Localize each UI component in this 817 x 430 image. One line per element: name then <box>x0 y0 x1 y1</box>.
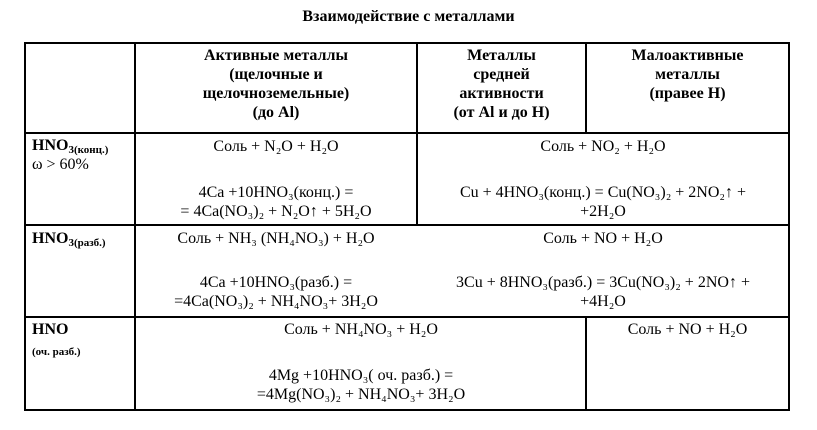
active-summary-2: Соль + NH₃ (NH₄NO₃) + H₂O <box>177 230 375 247</box>
active-summary-3: Соль + NH₄NO₃ + H₂O <box>284 321 438 338</box>
header-low-activity-metals: Малоактивные металлы (правее H) <box>631 47 744 102</box>
table-border-top <box>24 42 790 44</box>
header-medium-metals: Металлы средней активности (от Al и до H) <box>453 47 550 121</box>
row-divider-1 <box>24 224 790 226</box>
active-equation-2: 4Ca +10HNO₃(разб.) = =4Ca(NO₃)₂ + NH₄NO₃+ 3H₂O <box>174 274 378 310</box>
rest-equation-1: Cu + 4HNO₃(конц.) = Cu(NO₃)₂ + 2NO₂↑ + +2H₂O <box>459 184 747 220</box>
row-divider-header <box>24 132 790 134</box>
row-label-concentrated: $HNO_{3(конц.)}$ ω > 60% <box>32 137 109 173</box>
row-divider-2 <box>24 316 790 318</box>
active-equation-1: 4Ca +10HNO₃(конц.) = = 4Ca(NO₃)₂ + N₂O↑ + 5H₂O <box>180 184 372 220</box>
rest-equation-2: 3Cu + 8HNO₃(разб.) = 3Cu(NO₃)₂ + 2NO↑ + +4H₂O <box>456 274 750 310</box>
header-active-metals: Активные металлы (щелочные и щелочноземельные) (до Al) <box>202 47 350 121</box>
rest-summary-3: Соль + NO + H₂O <box>627 321 748 338</box>
table-border-bottom <box>24 409 790 411</box>
active-summary-1: Соль + N₂O + H₂O <box>213 138 339 155</box>
row-label-very-diluted: HNO (оч. разб.) <box>32 321 81 358</box>
rest-summary-2: Соль + NO + H₂O <box>543 230 663 247</box>
table-border-right <box>788 42 790 411</box>
active-equation-3: 4Mg +10HNO₃( оч. разб.) = =4Mg(NO₃)₂ + NH₄NO₃+ 3H₂O <box>256 367 466 403</box>
row-label-diluted: $HNO_{3(разб.)}$ <box>32 230 106 249</box>
rest-summary-1: Соль + NO₂ + H₂O <box>540 138 666 155</box>
page-title: Взаимодействие с металлами <box>302 8 515 25</box>
table-border-left <box>24 42 26 411</box>
